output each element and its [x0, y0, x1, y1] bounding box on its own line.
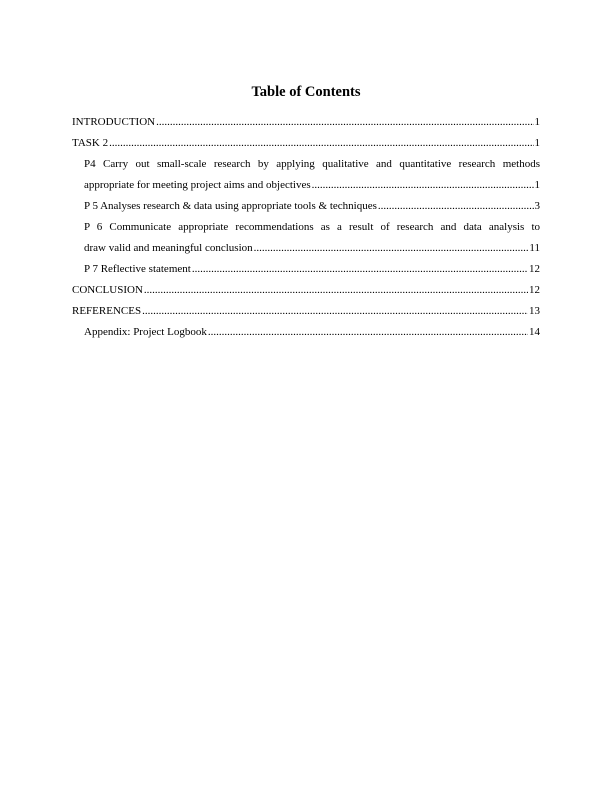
- toc-entry-line1: P4 Carry out small-scale research by applying qualitative and quantitative research methods: [84, 158, 540, 170]
- toc-entry-page: 13: [529, 305, 540, 317]
- toc-entry-p6[interactable]: [72, 217, 540, 259]
- toc-entry-page: 1: [534, 179, 540, 191]
- toc-entry-introduction[interactable]: [72, 112, 540, 133]
- toc-entry-page: 1: [534, 116, 540, 128]
- toc-entry-conclusion[interactable]: [72, 280, 540, 301]
- toc-entry-page: 12: [529, 263, 540, 275]
- toc-title: Table of Contents: [251, 84, 361, 100]
- toc-entry-label: Appendix: Project Logbook: [84, 326, 207, 338]
- toc-leader-dots: [254, 238, 529, 259]
- toc-entry-label: appropriate for meeting project aims and objectives: [84, 179, 311, 191]
- toc-entry-label: P 5 Analyses research & data using appropriate tools & techniques: [84, 200, 377, 212]
- toc-entry-page: 12: [529, 284, 540, 296]
- toc-entry-p5[interactable]: [72, 196, 540, 217]
- toc-entry-references[interactable]: [72, 301, 540, 322]
- toc-entry-task-2[interactable]: [72, 133, 540, 154]
- toc-entry-label: P 7 Reflective statement: [84, 263, 191, 275]
- toc-entry-label: draw valid and meaningful conclusion: [84, 242, 253, 254]
- toc-entry-page: 3: [534, 200, 540, 212]
- toc-entry-appendix[interactable]: [72, 322, 540, 343]
- table-of-contents: [72, 112, 540, 343]
- toc-leader-dots: [312, 175, 534, 196]
- toc-entry-line1: P 6 Communicate appropriate recommendations as a result of research and data analysis to: [84, 221, 540, 233]
- toc-leader-dots: [144, 280, 528, 301]
- toc-entry-label: TASK 2: [72, 137, 109, 149]
- toc-entry-label: CONCLUSION: [72, 284, 143, 296]
- toc-leader-dots: [208, 322, 528, 343]
- toc-entry-label: INTRODUCTION: [72, 116, 156, 128]
- toc-leader-dots: [156, 112, 533, 133]
- toc-entry-p7[interactable]: [72, 259, 540, 280]
- toc-entry-p4[interactable]: [72, 154, 540, 196]
- toc-entry-page: 14: [529, 326, 540, 338]
- toc-entry-label: REFERENCES: [72, 305, 142, 317]
- toc-leader-dots: [192, 259, 528, 280]
- toc-entry-page: 11: [529, 242, 540, 254]
- toc-leader-dots: [142, 301, 528, 322]
- toc-leader-dots: [109, 133, 533, 154]
- toc-entry-page: 1: [534, 137, 540, 149]
- toc-leader-dots: [378, 196, 534, 217]
